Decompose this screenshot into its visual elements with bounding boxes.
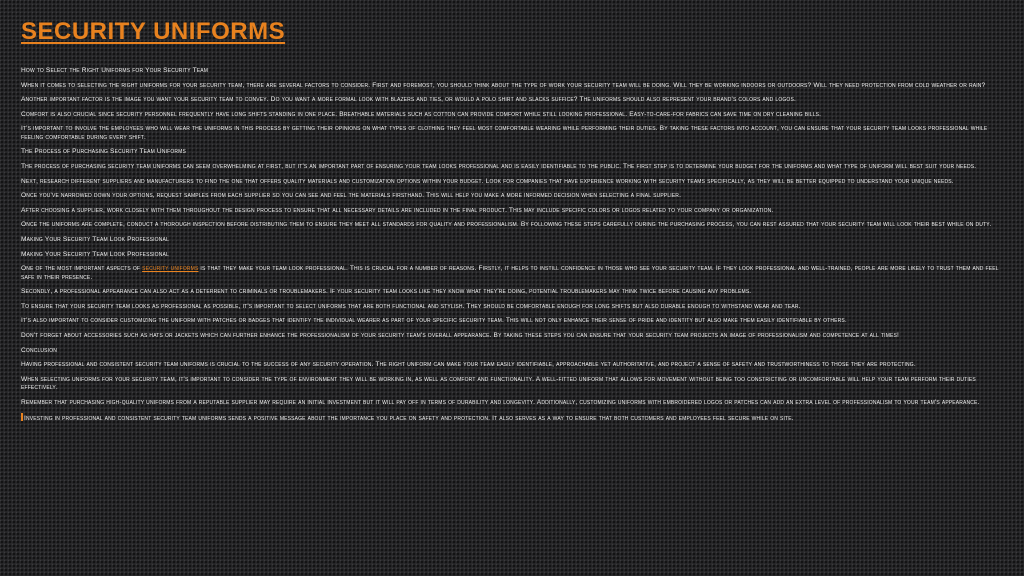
paragraph: When it comes to selecting the right uniforms for your security team, there are several factors to consider. First and foremost, you should think about the type of work your security team will be doing. Will they be working indoors or outdoors? Will they need protection from cold weather or rain?	[21, 81, 986, 89]
section-heading: The Process of Purchasing Security Team Uniforms	[21, 148, 186, 156]
security-uniforms-link[interactable]: security uniforms	[142, 265, 199, 273]
paragraph: It's important to involve the employees who will wear the uniforms in this process by getting their opinions on what types of clothing they feel most comfortable wearing while performing their duties. By taking these factors into account, you can ensure that your security team looks professional while feeling comfortable during every shift.	[21, 125, 988, 141]
paragraph-with-link	[21, 265, 1007, 282]
paragraph: Once the uniforms are complete, conduct a thorough inspection before distributing them to ensure they meet all standards for quality and professionalism. By following these steps carefully during the purchasing process, you can rest assured that your security team will look their best while on duty.	[21, 221, 992, 229]
text-cursor-marker	[21, 413, 23, 421]
paragraph: After choosing a supplier, work closely with them throughout the design process to ensure that all necessary details are included in the final product. This may include specific colors or logos related to your company or organization.	[21, 206, 774, 214]
paragraph: Remember that purchasing high-quality uniforms from a reputable supplier may require an initial investment but it will pay off in terms of durability and longevity. Additionally, customizing uniforms with embroidered logos or patches can add an extra level of professionalism to your team's appearance.	[21, 398, 980, 406]
paragraph: Once you've narrowed down your options, request samples from each supplier so you can see and feel the materials firsthand. This will help you make a more informed decision when selecting a final supplier.	[21, 192, 682, 200]
paragraph: To ensure that your security team looks as professional as possible, it's important to select uniforms that are both functional and stylish. They should be comfortable enough for long shifts but also durable enough to withstand wear and tear.	[21, 302, 801, 310]
body-content	[21, 67, 1007, 430]
paragraph: Having professional and consistent security team uniforms is crucial to the success of any security operation. The right uniform can make your team easily identifiable, approachable yet authoritative, and project a sense of safety and trustworthiness to those they are protecting.	[21, 361, 916, 369]
paragraph: Another important factor is the image you want your security team to convey. Do you want a more formal look with blazers and ties, or would a polo shirt and slacks suffice? The uniforms should also represent your brand's colors and logos.	[21, 96, 796, 104]
paragraph: The process of purchasing security team uniforms can seem overwhelming at first, but it's an important part of ensuring your team looks professional and is easily identifiable to the public. The first step is to determine your budget for the uniforms and what type of uniform will best suit your needs.	[21, 162, 977, 170]
section-heading: Conclusion	[21, 346, 57, 354]
paragraph: Secondly, a professional appearance can also act as a deterrent to criminals or troublemakers. If your security team looks like they know what they're doing, potential troublemakers may think twice before causing any problems.	[21, 288, 752, 296]
paragraph: Next, research different suppliers and manufacturers to find the one that offers quality materials and customization options within your budget. Look for companies that have experience working with security teams specifically, as they will be better equipped to understand your unique needs.	[21, 177, 954, 185]
paragraph-last	[21, 413, 1007, 423]
paragraph-text: Investing in professional and consistent security team uniforms sends a positive message about the importance you place on safety and protection. It also serves as a way to ensure that both customers and employees feel secure while on site.	[24, 415, 794, 423]
paragraph: Don't forget about accessories such as hats or jackets which can further enhance the professionalism of your security team's overall appearance. By taking these steps you can ensure that your security team projects an image of professionalism and competence at all times!	[21, 331, 899, 339]
section-heading: Making Your Security Team Look Professional	[21, 250, 169, 258]
paragraph-text: is that they make your team look professional. This is crucial for a number of reasons. Firstly, it helps to instill confidence in those who see your security team. If they look professional and well-trained, people are more likely to trust them and feel safe in their presence.	[21, 265, 999, 281]
paragraph: When selecting uniforms for your security team, it's important to consider the type of environment they will be working in, as well as comfort and functionality. A well-fitted uniform that allows for movement without being too constricting or uncomfortable will help your team perform their duties effectively.	[21, 375, 976, 392]
section-heading: How to Select the Right Uniforms for Your Security Team	[21, 67, 209, 74]
page-title: SECURITY UNIFORMS	[21, 18, 286, 45]
paragraph-text: One of the most important aspects of	[21, 265, 143, 273]
paragraph: It's also important to consider customizing the uniform with patches or badges that identify the individual wearer as part of your specific security team. This will not only enhance their sense of pride and identity but also make them easily identifiable by others.	[21, 317, 847, 325]
section-heading: Making Your Security Team Look Professional	[21, 235, 169, 243]
paragraph: Comfort is also crucial since security personnel frequently have long shifts standing in one place. Breathable materials such as cotton can provide comfort while still looking professional. Easy-to-care-for fabrics can save time on dry cleaning bills.	[21, 110, 822, 118]
